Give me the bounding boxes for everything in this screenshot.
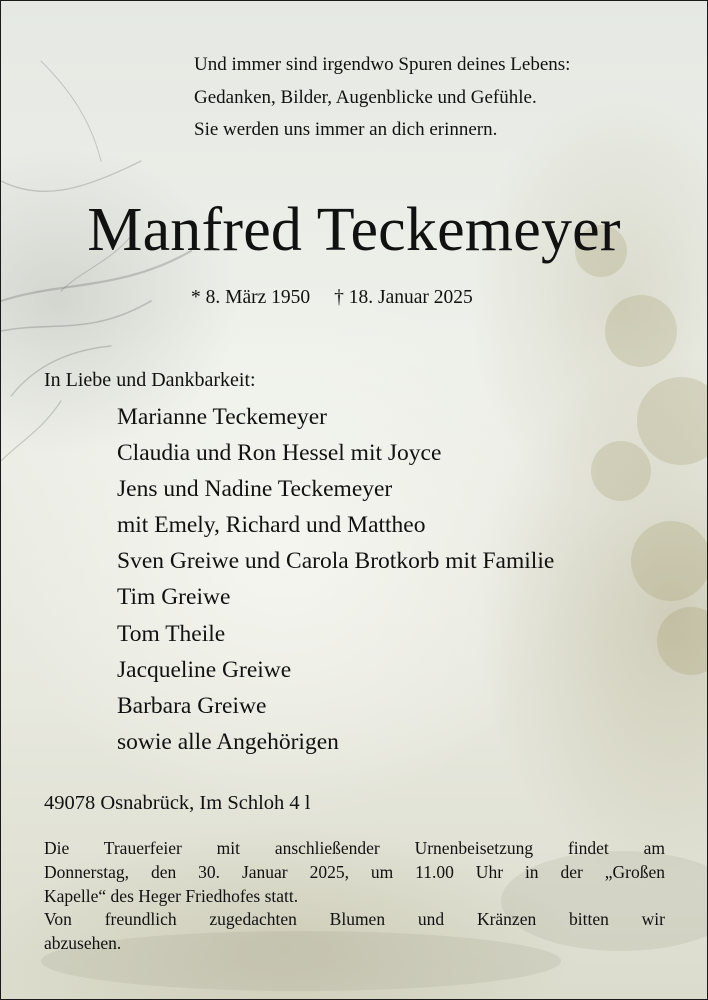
mourner-name: mit Emely, Richard und Mattheo: [117, 512, 426, 539]
notice-line: Von freundlich zugedachten Blumen und Kränzen bitten wir: [44, 909, 665, 930]
mourner-name: sowie alle Angehörigen: [117, 728, 339, 755]
family-address: 49078 Osnabrück, Im Schloh 4 l: [44, 792, 311, 814]
life-dates: [191, 285, 473, 311]
notice-line: Kapelle“ des Heger Friedhofes statt.: [44, 885, 299, 906]
mourner-name: Tim Greiwe: [117, 584, 231, 611]
memorial-quote: [194, 49, 570, 147]
mourner-name: Barbara Greiwe: [117, 692, 267, 719]
mourner-name: Marianne Teckemeyer: [117, 404, 327, 430]
quote-line: Sie werden uns immer an dich erinnern.: [194, 119, 498, 140]
birth-date: * 8. März 1950: [191, 287, 311, 308]
mourner-name: Jens und Nadine Teckemeyer: [117, 476, 393, 503]
mourners-list: [117, 399, 554, 760]
mourner-name: Jacqueline Greiwe: [117, 656, 292, 683]
mourners-intro: In Liebe und Dankbarkeit:: [44, 369, 256, 391]
quote-line: Und immer sind irgendwo Spuren deines Lebens:: [194, 54, 571, 75]
notice-line: Donnerstag, den 30. Januar 2025, um 11.00 Uhr in der „Großen: [44, 861, 665, 882]
death-date: † 18. Januar 2025: [334, 287, 473, 308]
mourner-name: Tom Theile: [117, 620, 226, 647]
notice-line: Die Trauerfeier mit anschließender Urnenbeisetzung findet am: [44, 838, 665, 858]
notice-line: abzusehen.: [44, 933, 122, 954]
mourner-name: Claudia und Ron Hessel mit Joyce: [117, 440, 442, 467]
mourner-name: Sven Greiwe und Carola Brotkorb mit Familie: [117, 548, 555, 575]
quote-line: Gedanken, Bilder, Augenblicke und Gefühle.: [194, 86, 537, 108]
deceased-name: Manfred Teckemeyer: [87, 196, 621, 264]
funeral-notice: [44, 837, 665, 956]
